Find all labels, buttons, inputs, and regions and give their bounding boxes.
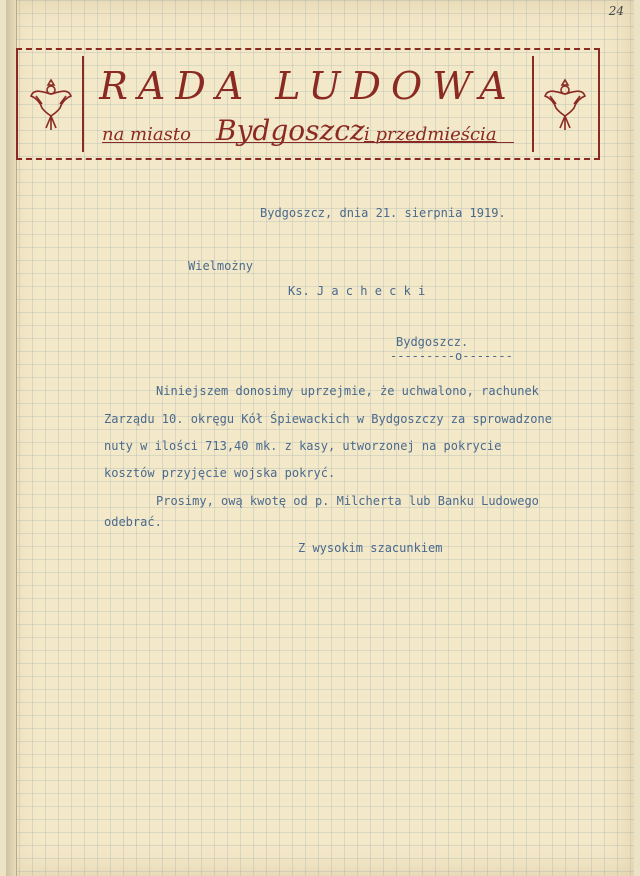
- letterhead-city: Bydgoszcz: [216, 114, 365, 147]
- body-line: Niniejszem donosimy uprzejmie, że uchwalono, rachunek: [156, 384, 539, 398]
- letterhead-line-a: na miasto: [102, 124, 191, 145]
- document-page: [6, 0, 634, 876]
- recipient: Ks. J a c h e c k i: [288, 284, 426, 298]
- eagle-emblem-icon: [542, 74, 588, 134]
- folio-number: 24: [608, 4, 624, 18]
- body-line: Zarządu 10. okręgu Kół Śpiewackich w Bydgoszczy za sprowadzone: [104, 412, 552, 426]
- body-line: nuty w ilości 713,40 mk. z kasy, utworzonej na pokrycie: [104, 439, 502, 453]
- letterhead: [16, 48, 600, 160]
- closing: Z wysokim szacunkiem: [298, 541, 443, 555]
- salutation: Wielmożny: [188, 259, 254, 273]
- letterhead-inner: [82, 56, 534, 152]
- recipient-city: Bydgoszcz.: [396, 335, 469, 349]
- separator: ---------o-------: [390, 349, 513, 363]
- letterhead-rule: [102, 142, 514, 143]
- letterhead-title: RADA LUDOWA: [99, 64, 517, 108]
- body-line: odebrać.: [104, 515, 162, 529]
- eagle-emblem-icon: [28, 74, 74, 134]
- body-line: Prosimy, ową kwotę od p. Milcherta lub Banku Ludowego: [156, 494, 539, 508]
- date-line: Bydgoszcz, dnia 21. sierpnia 1919.: [260, 206, 506, 220]
- body-line: kosztów przyjęcie wojska pokryć.: [104, 466, 336, 480]
- letterhead-line-c: i przedmieścia: [364, 124, 497, 145]
